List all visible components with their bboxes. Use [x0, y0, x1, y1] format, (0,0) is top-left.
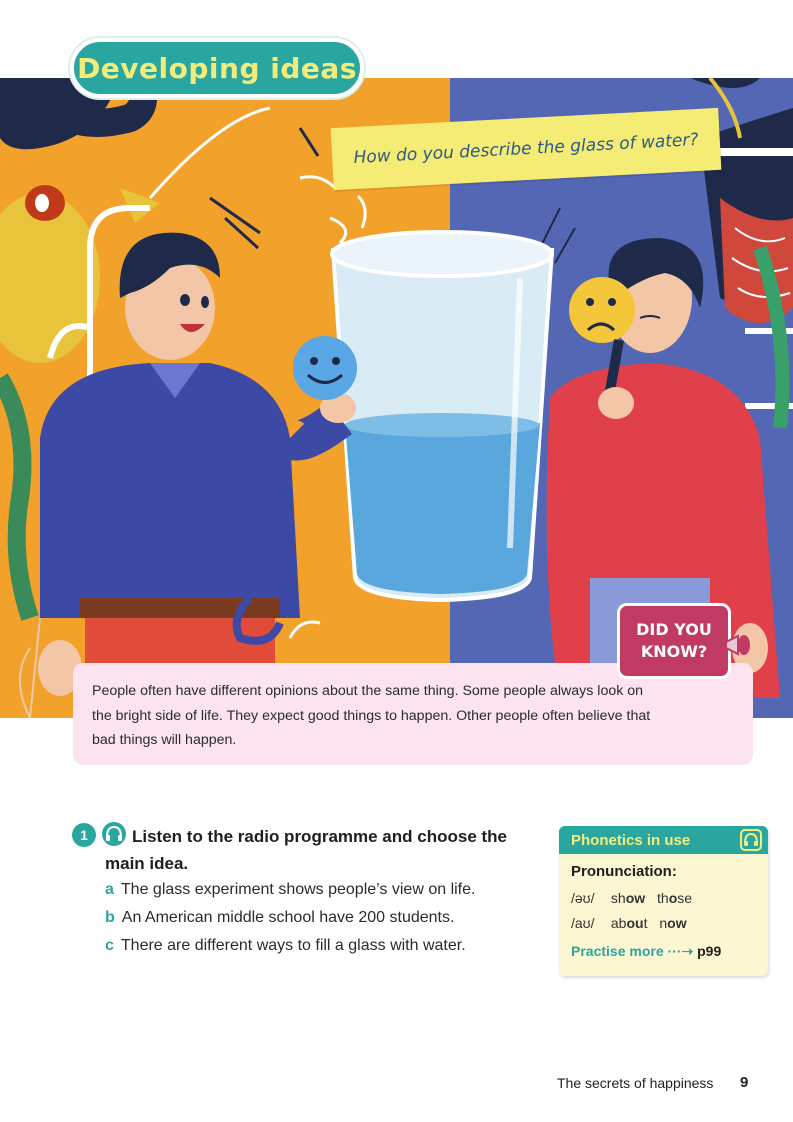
did-you-know-text: DID YOU KNOW? — [636, 620, 712, 661]
phonetics-header — [559, 826, 768, 854]
option-text: There are different ways to fill a glass with water. — [120, 937, 466, 954]
practise-page-ref: p99 — [697, 943, 722, 959]
example-word: those — [657, 890, 693, 906]
phonetics-title: Phonetics in use — [571, 831, 691, 849]
practise-more-link[interactable]: Practise more ···➝ p99 — [571, 943, 722, 959]
ipa-symbol: /aʊ/ — [571, 915, 595, 931]
section-banner — [70, 38, 364, 98]
phonetics-body — [559, 854, 768, 969]
option-text: The glass experiment shows people’s view on life. — [120, 881, 476, 898]
option-b — [105, 909, 454, 927]
phonetics-box — [559, 826, 768, 976]
option-letter: b — [105, 909, 115, 926]
example-word: show — [610, 890, 646, 906]
phonetics-row — [571, 886, 756, 911]
option-a — [105, 881, 475, 899]
info-line: People often have different opinions about the same thing. Some people always look on — [92, 683, 644, 699]
option-text: An American middle school have 200 students. — [121, 909, 455, 926]
question-text: How do you describe the glass of water? — [353, 129, 699, 169]
ipa-symbol: /əʊ/ — [571, 890, 595, 906]
example-word: now — [659, 915, 687, 931]
footer-unit-title: The secrets of happiness — [557, 1075, 714, 1091]
page-number: 9 — [740, 1074, 749, 1091]
arrow-icon: ···➝ — [667, 943, 694, 959]
pronunciation-heading: Pronunciation: — [571, 863, 677, 880]
megaphone-icon — [724, 630, 754, 660]
did-you-know-badge — [617, 603, 731, 679]
headphones-icon[interactable] — [740, 829, 762, 851]
option-letter: c — [105, 937, 114, 954]
phonetics-row — [571, 911, 756, 936]
option-c — [105, 937, 466, 955]
section-title: Developing ideas — [77, 51, 357, 85]
exercise-number-badge: 1 — [72, 823, 96, 847]
exercise-instruction: Listen to the radio programme and choose the main idea. — [105, 827, 507, 873]
info-line: bad things will happen. — [92, 732, 237, 748]
option-letter: a — [105, 881, 114, 898]
example-word: about — [610, 915, 648, 931]
info-line: the bright side of life. They expect good things to happen. Other people often believe that — [92, 707, 651, 724]
